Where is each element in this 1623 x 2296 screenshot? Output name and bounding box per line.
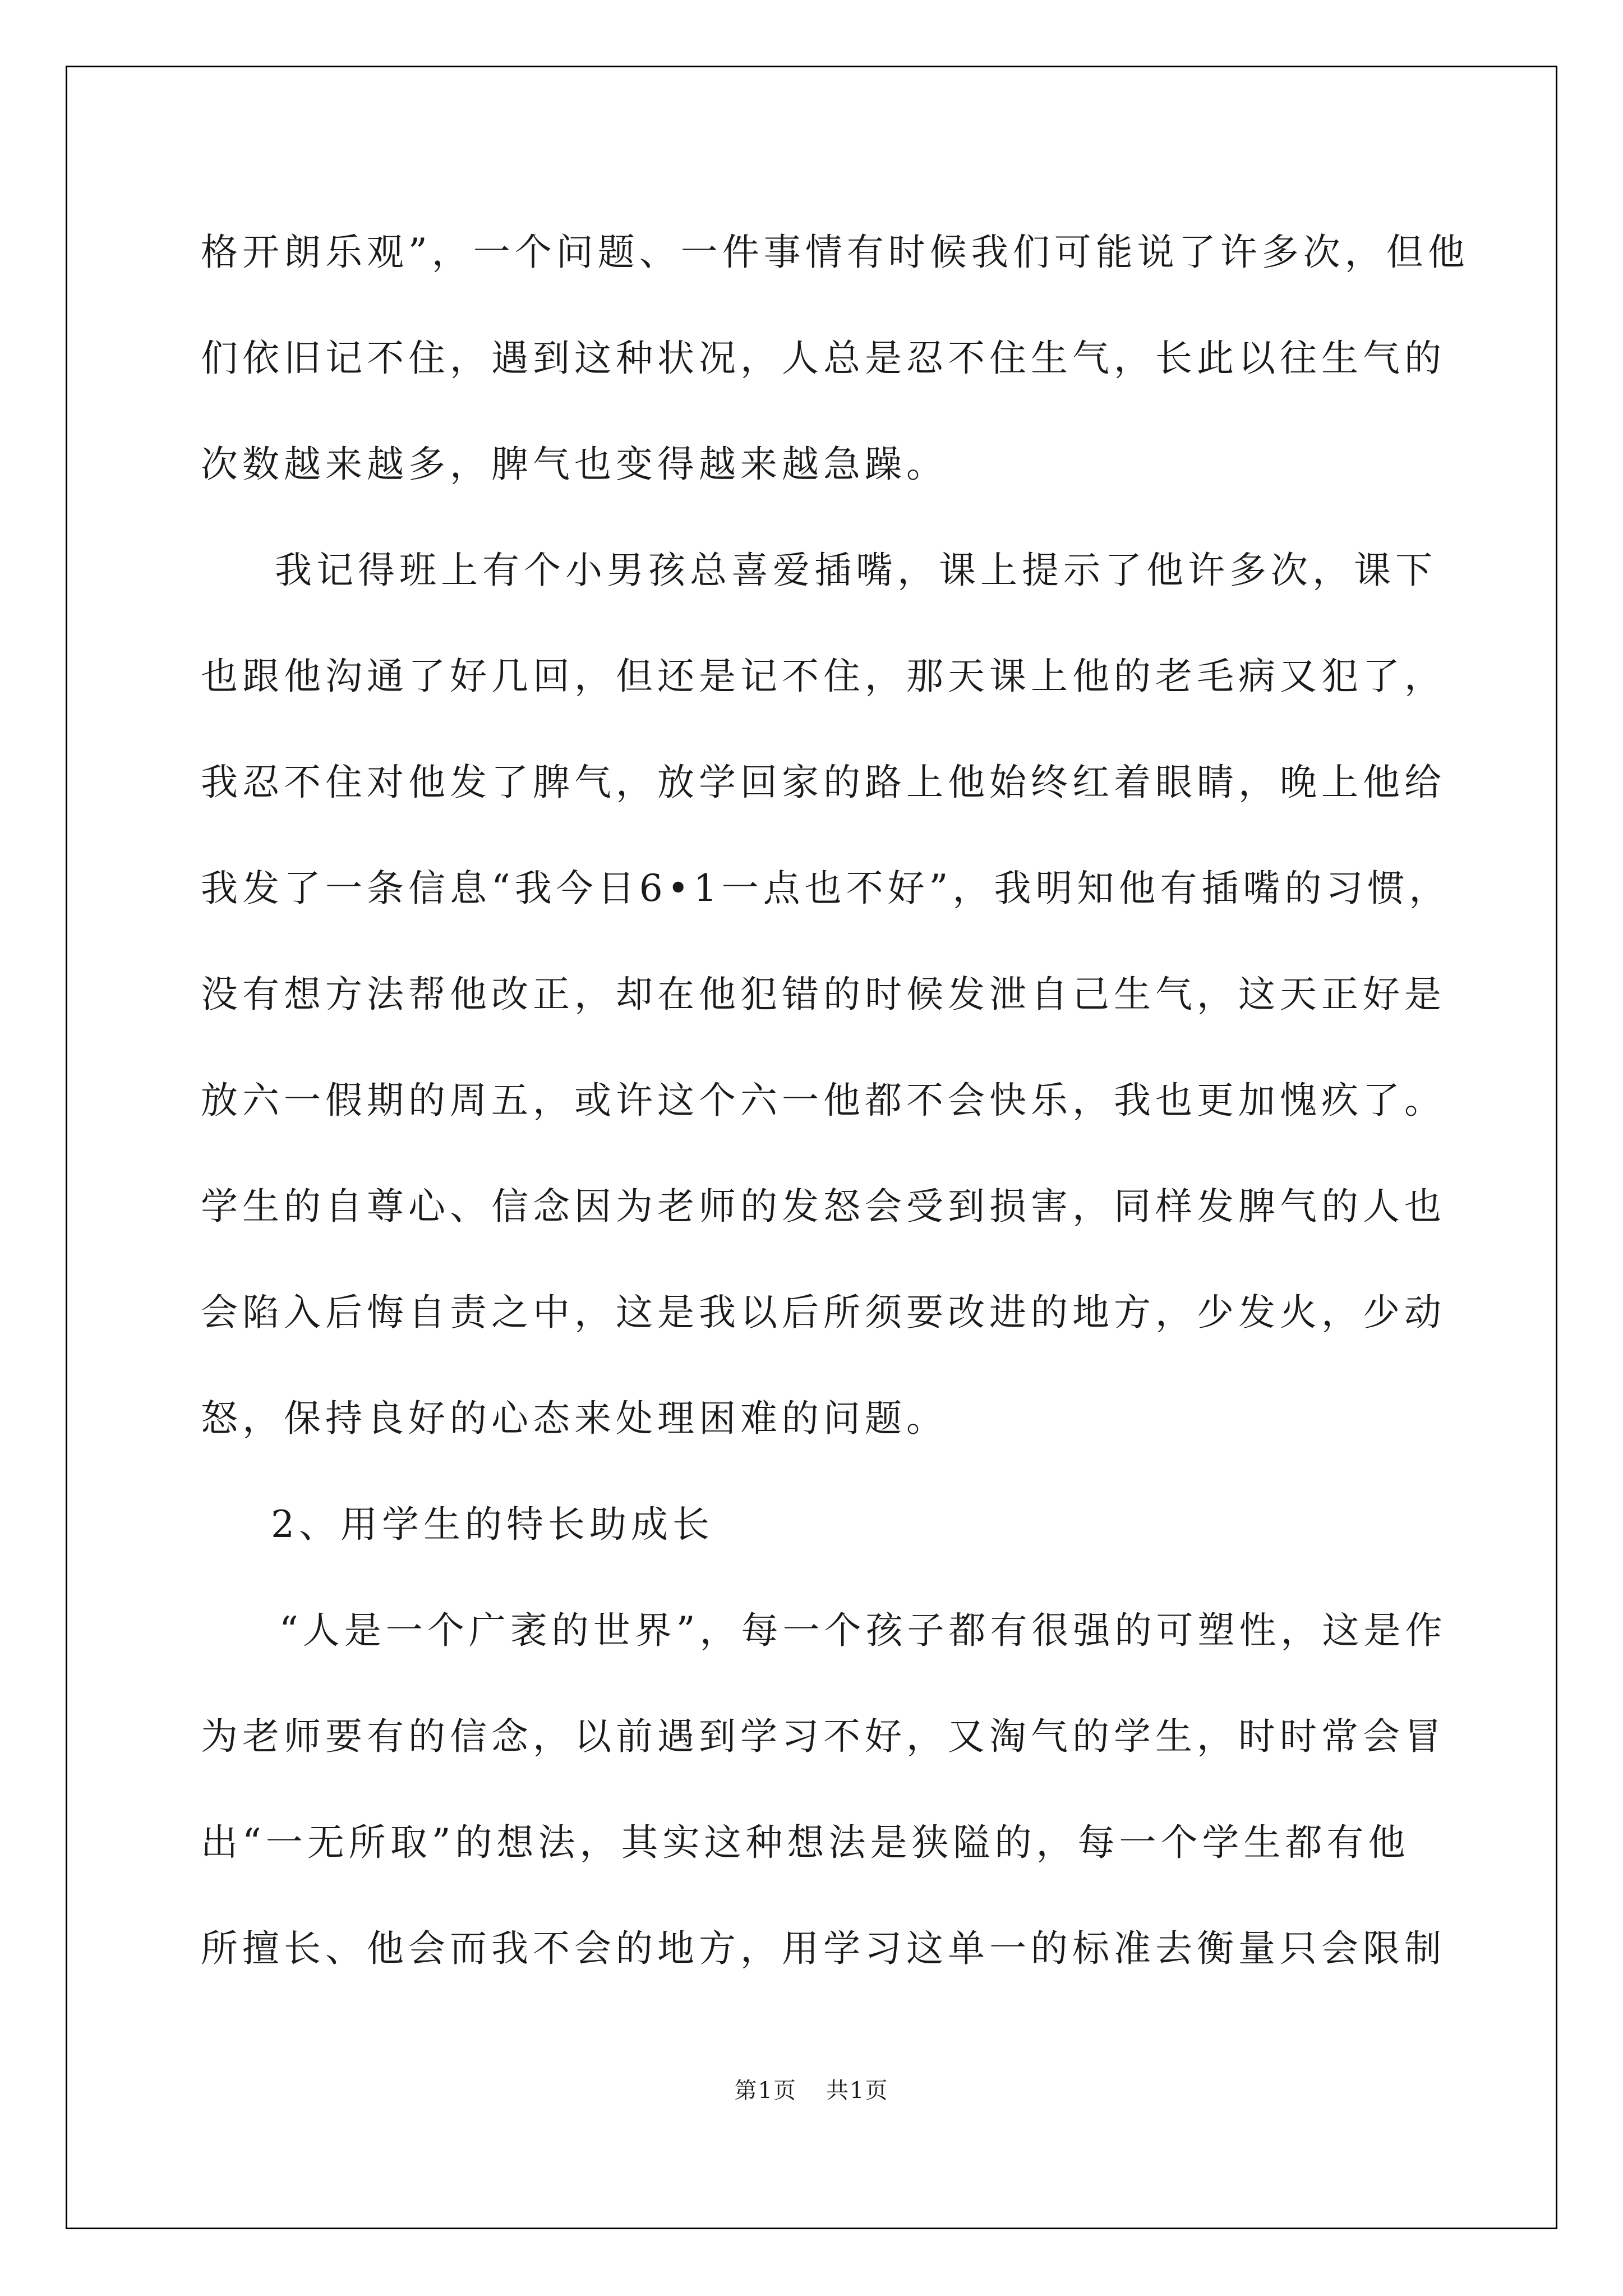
paragraph-start-line: 我记得班上有个小男孩总喜爱插嘴，课上提示了他许多次，课下 [275, 549, 1437, 592]
text-line: 我忍不住对他发了脾气，放学回家的路上他始终红着眼睛，晚上他给 [201, 761, 1446, 804]
current-page-number: 第1页 [734, 2078, 797, 2104]
text-line: 出“一无所取”的想法，其实这种想法是狭隘的，每一个学生都有他 [201, 1821, 1410, 1864]
text-line: 所擅长、他会而我不会的地方，用学习这单一的标准去衡量只会限制 [201, 1927, 1446, 1970]
page-footer [0, 2073, 1623, 2105]
section-heading: 2、用学生的特长助成长 [271, 1503, 714, 1546]
text-line: 学生的自尊心、信念因为老师的发怒会受到损害，同样发脾气的人也 [201, 1185, 1446, 1228]
text-line: 次数越来越多，脾气也变得越来越急躁。 [201, 443, 948, 486]
text-line: 也跟他沟通了好几回，但还是记不住，那天课上他的老毛病又犯了， [201, 655, 1446, 698]
text-line: 们依旧记不住，遇到这种状况，人总是忍不住生气，长此以往生气的 [201, 337, 1446, 380]
text-line: 我发了一条信息“我今日6•1一点也不好”，我明知他有插嘴的习惯， [201, 867, 1451, 910]
text-line: 没有想方法帮他改正，却在他犯错的时候发泄自己生气，这天正好是 [201, 973, 1446, 1016]
text-line: 为老师要有的信念，以前遇到学习不好，又淘气的学生，时时常会冒 [201, 1715, 1446, 1758]
paragraph-start-line: “人是一个广袤的世界”，每一个孩子都有很强的可塑性，这是作 [279, 1609, 1447, 1652]
text-line: 会陷入后悔自责之中，这是我以后所须要改进的地方，少发火，少动 [201, 1291, 1446, 1334]
text-line: 怒，保持良好的心态来处理困难的问题。 [201, 1397, 948, 1440]
text-line: 格开朗乐观”，一个问题、一件事情有时候我们可能说了许多次，但他 [201, 231, 1469, 274]
document-body [201, 199, 1469, 2001]
text-line: 放六一假期的周五，或许这个六一他都不会快乐，我也更加愧疚了。 [201, 1079, 1446, 1122]
total-pages: 共1页 [826, 2078, 889, 2104]
